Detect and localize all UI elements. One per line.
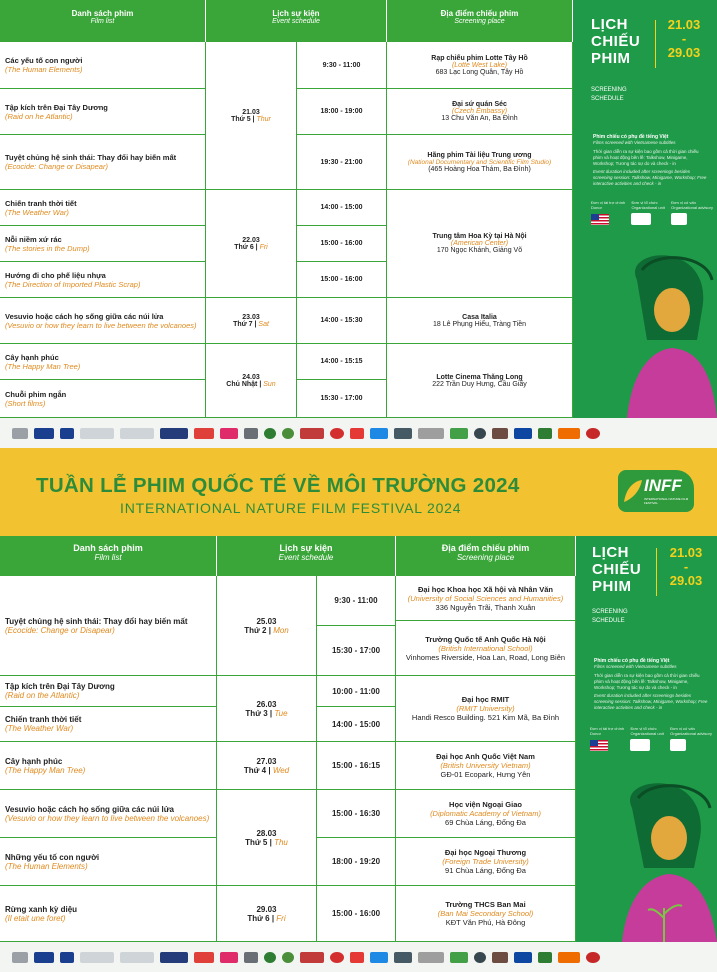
partner-logo-icon xyxy=(12,952,28,963)
date-value: 29.03 xyxy=(256,904,277,914)
partner-logo-icon xyxy=(450,428,468,439)
film-title: Hướng đi cho phế liệu nhựa xyxy=(5,270,106,280)
place-address: 69 Chùa Láng, Đống Đa xyxy=(445,818,526,827)
time-slot xyxy=(317,707,396,742)
place-address: 13 Chu Văn An, Ba Đình xyxy=(441,115,518,122)
org-label-en: Organizational unit xyxy=(630,731,664,736)
partner-logo-icon xyxy=(558,952,580,963)
partner-logo-icon xyxy=(394,952,412,963)
partner-logo-icon xyxy=(538,428,552,439)
film-title: Cây hạnh phúc xyxy=(5,756,63,766)
header-event-en: Event schedule xyxy=(272,18,320,25)
film-title-en: (The Human Elements) xyxy=(5,65,83,74)
date-value: 24.03 xyxy=(242,373,260,381)
film-row xyxy=(0,380,206,418)
place-name-en: (Diplomatic Academy of Vietnam) xyxy=(430,809,541,818)
place-name: Đại học Ngoại Thương xyxy=(444,848,527,857)
event-date: 24.03 Chủ Nhật | Sun xyxy=(206,344,297,418)
partner-logo-icon xyxy=(370,428,388,439)
date-value: 25.03 xyxy=(256,616,277,626)
place-name-en: (Czech Embassy) xyxy=(451,108,508,115)
partner-logo-icon xyxy=(350,428,364,439)
festival-banner xyxy=(0,448,717,536)
time-slot xyxy=(297,226,387,262)
place-address: (465 Hoàng Hoa Thám, Ba Đình) xyxy=(428,165,531,173)
org-label-en: Organizational unit xyxy=(631,205,665,210)
sidebar-title-2: CHIẾU xyxy=(592,561,642,578)
film-title-en: (The Happy Man Tree) xyxy=(5,765,86,775)
partner-logo-icon xyxy=(370,952,388,963)
us-flag-icon xyxy=(591,214,609,225)
inff-logo-text: INFF xyxy=(644,476,682,495)
adv-label: Đơn vị cố vấn xyxy=(671,200,696,205)
partner-logo-icon xyxy=(244,952,258,963)
partner-logo-icon xyxy=(80,428,114,439)
leaf-icon xyxy=(622,478,644,504)
header-screening-place xyxy=(387,0,573,42)
subtitle-note-en: Films screened with Vietnamese subtitles xyxy=(593,140,676,145)
partner-logo-icon xyxy=(492,952,508,963)
place-address: 336 Nguyễn Trãi, Thanh Xuân xyxy=(435,602,536,612)
time-value: 15:30 - 17:00 xyxy=(320,395,363,402)
film-row xyxy=(0,676,217,707)
sponsor-advisor xyxy=(670,726,712,751)
place-name: Casa Italia xyxy=(462,313,497,321)
advisor-logo-icon xyxy=(670,739,686,751)
place-address: GĐ-01 Ecopark, Hưng Yên xyxy=(440,770,531,779)
header-film-en: Film list xyxy=(94,553,122,562)
event-date: 28.03 Thứ 5 | Thu xyxy=(217,790,317,886)
partner-logo-icon xyxy=(538,952,552,963)
film-title: Vesuvio hoặc cách họ sống giữa các núi lửa xyxy=(5,804,174,814)
partner-logo-icon xyxy=(282,952,294,963)
weekday-vi: Thứ 3 xyxy=(245,708,268,718)
date-value: 23.03 xyxy=(242,313,260,321)
subtitle-note: Phim chiếu có phụ đề tiếng Việt xyxy=(594,658,670,664)
partner-logo-icon xyxy=(586,428,600,439)
partner-logo-icon xyxy=(220,952,238,963)
film-title: Chiến tranh thời tiết xyxy=(5,715,82,724)
event-date: 22.03 Thứ 6 | Fri xyxy=(206,190,297,298)
time-value: 15:00 - 16:00 xyxy=(320,276,363,283)
film-row xyxy=(0,707,217,742)
partner-logo-icon xyxy=(330,952,344,963)
place-address: KĐT Văn Phú, Hà Đông xyxy=(445,918,526,927)
weekday-vi: Chủ Nhật xyxy=(226,380,258,388)
place-address: Vinhomes Riverside, Hoa Lan, Road, Long Biên xyxy=(405,652,566,662)
partner-logos-strip xyxy=(0,418,717,448)
partner-logo-icon xyxy=(80,952,114,963)
place-name-en: (RMIT University) xyxy=(456,704,515,713)
duration-note: Thời gian diễn ra sự kiện bao gồm cả thời gian chiếu phim và hoạt động bên lề: Talkshow, Minigame, Workshop; Tương tác sự do và check - in xyxy=(594,673,700,690)
advisor-logo-icon xyxy=(671,213,687,225)
adv-label: Đơn vị cố vấn xyxy=(670,726,695,731)
screening-place xyxy=(387,42,573,89)
film-row xyxy=(0,262,206,298)
film-title: Vesuvio hoặc cách họ sống giữa các núi lửa xyxy=(5,311,164,321)
screening-place xyxy=(387,135,573,190)
weekday-en: Thu xyxy=(274,837,288,847)
screening-place xyxy=(387,298,573,344)
partner-logo-icon xyxy=(330,428,344,439)
place-name: Đại học Anh Quốc Việt Nam xyxy=(436,752,535,761)
screening-place xyxy=(396,838,576,886)
partner-logo-icon xyxy=(558,428,580,439)
sponsor-donor xyxy=(591,200,625,225)
time-slot xyxy=(317,626,396,676)
time-slot xyxy=(297,190,387,226)
header-place-en: Screening place xyxy=(456,553,515,562)
date-start: 21.03 xyxy=(669,545,703,560)
film-title: Tập kích trên Đại Tây Dương xyxy=(5,682,115,691)
org-logo-icon xyxy=(631,213,651,225)
place-name: Hãng phim Tài liệu Trung ương xyxy=(427,151,532,159)
time-slot xyxy=(297,298,387,344)
film-title-en: (The Happy Man Tree) xyxy=(5,361,81,371)
screening-place xyxy=(396,790,576,838)
film-title-en: (Ecocide: Change or Disapear) xyxy=(5,162,108,171)
date-end: 29.03 xyxy=(669,573,703,588)
film-title: Cây hạnh phúc xyxy=(5,352,59,362)
time-slot xyxy=(317,790,396,838)
donor-label: Đơn vị tài trợ chính xyxy=(591,200,626,205)
org-logo-icon xyxy=(630,739,650,751)
partner-logo-icon xyxy=(474,428,486,439)
partner-logo-icon xyxy=(220,428,238,439)
partner-logo-icon xyxy=(350,952,364,963)
event-date: 23.03 Thứ 7 | Sat xyxy=(206,298,297,344)
partner-logo-icon xyxy=(418,428,444,439)
header-film-vi: Danh sách phim xyxy=(73,543,143,553)
film-title-en: (Short films) xyxy=(5,398,46,408)
partner-logo-icon xyxy=(300,952,324,963)
weekday-en: Fri xyxy=(259,243,268,251)
film-title-en: (Raid on he Atlantic) xyxy=(5,111,73,121)
woman-illustration-icon xyxy=(617,240,717,418)
place-name: Đại sứ quán Séc xyxy=(452,101,507,108)
partner-logo-icon xyxy=(514,428,532,439)
sponsor-advisor xyxy=(671,200,713,225)
film-title-en: (The Weather War) xyxy=(5,724,74,733)
partner-logo-icon xyxy=(300,428,324,439)
sponsor-org xyxy=(631,200,664,225)
header-event-vi: Lịch sự kiện xyxy=(272,9,320,18)
film-row xyxy=(0,226,206,262)
sidebar-title-3: PHIM xyxy=(592,578,632,595)
partner-logo-icon xyxy=(34,428,54,439)
place-name-en: (Foreign Trade University) xyxy=(442,857,529,866)
woman-illustration-icon xyxy=(612,768,717,942)
time-value: 9:30 - 11:00 xyxy=(322,61,361,69)
partner-logo-icon xyxy=(160,952,188,963)
place-address: 170 Ngọc Khánh, Giảng Võ xyxy=(436,247,523,254)
film-title-en: (The stories in the Dump) xyxy=(5,243,90,253)
weekday-en: Sat xyxy=(258,320,269,328)
banner-subtitle: INTERNATIONAL NATURE FILM FESTIVAL 2024 xyxy=(120,500,462,516)
screening-place xyxy=(396,676,576,742)
time-value: 15:00 - 16:00 xyxy=(320,240,363,247)
time-value: 14:00 - 15:00 xyxy=(320,204,363,211)
event-date: 21.03 Thứ 5 | Thur xyxy=(206,42,297,190)
film-title-en: (Vesuvio or how they learn to live between the volcanoes) xyxy=(5,320,197,330)
time-slot xyxy=(317,676,396,707)
event-date: 29.03 Thứ 6 | Fri xyxy=(217,886,317,942)
header-event-schedule xyxy=(206,0,387,42)
schedule-sidebar xyxy=(573,0,717,418)
weekday-vi: Thứ 6 xyxy=(234,243,254,251)
banner-title: TUẦN LỄ PHIM QUỐC TẾ VỀ MÔI TRƯỜNG 2024 xyxy=(36,474,520,497)
weekday-vi: Thứ 2 xyxy=(244,625,267,635)
sidebar-title-2: CHIẾU xyxy=(591,33,641,50)
place-address: 222 Trần Duy Hưng, Cầu Giấy xyxy=(432,380,527,388)
partner-logo-icon xyxy=(586,952,600,963)
header-place-vi: Địa điểm chiếu phim xyxy=(441,543,530,553)
time-value: 15:00 - 16:30 xyxy=(331,809,381,818)
place-name: Học viện Ngoại Giao xyxy=(449,800,522,809)
film-title: Rừng xanh kỳ diệu xyxy=(5,904,78,914)
place-address: 91 Chùa Láng, Đống Đa xyxy=(445,866,526,875)
screening-place xyxy=(396,742,576,790)
weekday-en: Mon xyxy=(273,625,289,635)
org-label: Đơn vị tổ chức xyxy=(630,726,657,731)
org-label: Đơn vị tổ chức xyxy=(631,200,658,205)
screening-place xyxy=(396,886,576,942)
time-value: 15:00 - 16:00 xyxy=(331,909,381,918)
film-row xyxy=(0,89,206,135)
place-name-en: (British International School) xyxy=(438,643,533,653)
sidebar-title: LỊCH xyxy=(592,544,629,561)
time-value: 10:00 - 11:00 xyxy=(332,686,380,696)
screening-place xyxy=(387,190,573,298)
donor-label-en: Donor xyxy=(590,731,601,736)
partner-logo-icon xyxy=(120,428,154,439)
film-title: Chuỗi phim ngắn xyxy=(5,389,67,399)
date-start: 21.03 xyxy=(667,17,701,32)
weekday-en: Fri xyxy=(276,913,286,923)
inff-logo-sub: INTERNATIONAL NATURE FILM FESTIVAL xyxy=(644,497,689,505)
film-row xyxy=(0,298,206,344)
film-title-en: (Il etait une foret) xyxy=(5,913,66,923)
weekday-vi: Thứ 6 xyxy=(247,913,270,923)
header-event-schedule xyxy=(217,536,396,576)
film-title: Các yếu tố con người xyxy=(5,56,83,65)
sidebar-sub-2: SCHEDULE xyxy=(591,96,624,102)
partner-logo-icon xyxy=(282,428,294,439)
time-slot xyxy=(317,838,396,886)
film-row xyxy=(0,886,217,942)
film-title: Chiến tranh thời tiết xyxy=(5,198,77,208)
place-name: Lotte Cinema Thăng Long xyxy=(436,373,523,381)
sponsor-org xyxy=(630,726,663,751)
film-title-en: (The Weather War) xyxy=(5,207,69,217)
schedule-sidebar xyxy=(576,536,717,942)
adv-label-en: Organizational advisory xyxy=(670,731,712,736)
sidebar-sub: SCREENING xyxy=(591,87,627,93)
partner-logo-icon xyxy=(264,428,276,439)
film-title: Tuyệt chủng hệ sinh thái: Thay đổi hay biến mất xyxy=(5,153,177,162)
partner-logo-icon xyxy=(120,952,154,963)
place-name-en: (Lotte West Lake) xyxy=(451,61,508,69)
place-name-en: (National Documentary and Scientific Film Studio) xyxy=(407,158,552,166)
time-value: 9:30 - 11:00 xyxy=(334,596,378,605)
time-value: 14:00 - 15:30 xyxy=(320,317,363,324)
time-value: 19:30 - 21:00 xyxy=(320,158,363,166)
date-value: 22.03 xyxy=(242,236,260,244)
time-slot xyxy=(317,742,396,790)
sidebar-title: LỊCH xyxy=(591,16,628,33)
duration-note-en: Event duration included after screenings besides screening session: Talkshow, Minigame, Workshop; Free interactive activities and check - in xyxy=(594,693,708,710)
partner-logo-icon xyxy=(474,952,486,963)
film-row xyxy=(0,190,206,226)
date-end: 29.03 xyxy=(667,45,701,60)
film-title: Tập kích trên Đại Tây Dương xyxy=(5,102,108,112)
partner-logo-icon xyxy=(194,952,214,963)
weekday-en: Thur xyxy=(256,115,271,123)
weekday-en: Wed xyxy=(272,765,290,775)
sidebar-sub: SCREENING xyxy=(592,609,628,615)
film-row xyxy=(0,42,206,89)
screening-place xyxy=(396,621,576,676)
screening-place xyxy=(396,576,576,621)
header-place-vi: Địa điểm chiếu phim xyxy=(440,9,519,18)
film-title: Nỗi niềm xứ rác xyxy=(5,234,62,244)
place-address: Handi Resco Building. 521 Kim Mã, Ba Đình xyxy=(411,713,560,722)
partner-logo-icon xyxy=(160,428,188,439)
place-name-en: (British University Vietnam) xyxy=(440,761,531,770)
time-slot xyxy=(317,886,396,942)
sidebar-sub-2: SCHEDULE xyxy=(592,618,625,624)
place-name: Đại học Khoa học Xã hội và Nhân Văn xyxy=(417,584,554,594)
duration-note: Thời gian diễn ra sự kiện bao gồm cả thời gian chiếu phim và hoạt động bên lề: Talkshow, Minigame, Workshop; Tương tác sự do và check - in xyxy=(593,149,699,166)
date-dash: - xyxy=(681,31,687,46)
event-date: 26.03 Thứ 3 | Tue xyxy=(217,676,317,742)
partner-logo-icon xyxy=(34,952,54,963)
partner-logo-icon xyxy=(12,428,28,439)
date-value: 27.03 xyxy=(256,756,277,766)
place-name-en: (Ban Mai Secondary School) xyxy=(437,909,534,918)
time-slot xyxy=(297,42,387,89)
partner-logo-icon xyxy=(194,428,214,439)
header-event-vi: Lịch sự kiện xyxy=(279,543,333,553)
screening-place xyxy=(387,89,573,135)
duration-note-en: Event duration included after screenings besides screening session: Talkshow, Minigame, Workshop; Free interactive activities and check - in xyxy=(593,169,707,186)
partner-logo-icon xyxy=(60,428,74,439)
header-event-en: Event schedule xyxy=(278,553,334,562)
partner-logo-icon xyxy=(514,952,532,963)
adv-label-en: Organizational advisory xyxy=(671,205,713,210)
film-row xyxy=(0,344,206,380)
date-value: 26.03 xyxy=(256,699,277,709)
header-film-vi: Danh sách phim xyxy=(71,9,134,18)
film-row xyxy=(0,576,217,676)
partner-logo-icon xyxy=(60,952,74,963)
us-flag-icon xyxy=(590,740,608,751)
partner-logo-icon xyxy=(418,952,444,963)
subtitle-note-en: Films screened with Vietnamese subtitles xyxy=(594,664,677,669)
time-slot xyxy=(297,380,387,418)
film-row xyxy=(0,742,217,790)
partner-logo-icon xyxy=(492,428,508,439)
time-slot xyxy=(297,135,387,190)
date-value: 21.03 xyxy=(242,108,260,116)
film-title: Tuyệt chủng hệ sinh thái: Thay đổi hay biến mất xyxy=(5,616,188,626)
weekday-vi: Thứ 4 xyxy=(243,765,267,775)
time-slot xyxy=(297,89,387,135)
partner-logo-icon xyxy=(394,428,412,439)
date-dash: - xyxy=(683,559,689,574)
inff-logo xyxy=(618,470,694,512)
time-slot xyxy=(317,576,396,626)
partner-logo-icon xyxy=(450,952,468,963)
weekday-vi: Thứ 7 xyxy=(233,320,253,328)
film-title-en: (The Direction of Imported Plastic Scrap) xyxy=(5,279,141,289)
place-name: Trường THCS Ban Mai xyxy=(445,900,526,909)
place-address: 18 Lê Phụng Hiểu, Tràng Tiền xyxy=(432,320,526,328)
film-row xyxy=(0,790,217,838)
film-row xyxy=(0,838,217,886)
time-value: 18:00 - 19:20 xyxy=(331,857,381,866)
film-row xyxy=(0,135,206,190)
time-value: 15:30 - 17:00 xyxy=(331,646,381,655)
time-value: 18:00 - 19:00 xyxy=(320,108,363,115)
subtitle-note: Phim chiếu có phụ đề tiếng Việt xyxy=(593,134,669,140)
header-film-list xyxy=(0,536,217,576)
time-value: 14:00 - 15:15 xyxy=(320,358,363,365)
film-title-en: (Vesuvio or how they learn to live between the volcanoes) xyxy=(5,813,210,823)
film-title-en: (Raid on the Atlantic) xyxy=(5,691,80,700)
weekday-vi: Thứ 5 xyxy=(231,115,251,123)
event-date: 27.03 Thứ 4 | Wed xyxy=(217,742,317,790)
date-value: 28.03 xyxy=(256,828,277,838)
weekday-en: Sun xyxy=(263,380,276,388)
place-name: Rạp chiếu phim Lotte Tây Hồ xyxy=(431,54,528,62)
donor-label: Đơn vị tài trợ chính xyxy=(590,726,625,731)
event-date: 25.03 Thứ 2 | Mon xyxy=(217,576,317,676)
weekday-en: Tue xyxy=(274,708,288,718)
partner-logo-icon xyxy=(264,952,276,963)
place-name: Trường Quốc tế Anh Quốc Hà Nội xyxy=(425,634,546,644)
header-film-list xyxy=(0,0,206,42)
place-name-en: (University of Social Sciences and Humanities) xyxy=(407,593,564,603)
header-screening-place xyxy=(396,536,576,576)
place-address: 683 Lạc Long Quân, Tây Hồ xyxy=(435,68,524,76)
time-value: 14:00 - 15:00 xyxy=(331,719,381,729)
partner-logo-icon xyxy=(244,428,258,439)
donor-label-en: Donor xyxy=(591,205,602,210)
header-place-en: Screening place xyxy=(454,18,505,25)
screening-place xyxy=(387,344,573,418)
partner-logos-strip xyxy=(0,942,717,972)
time-slot xyxy=(297,262,387,298)
time-value: 15:00 - 16:15 xyxy=(331,761,381,770)
film-title: Những yếu tố con người xyxy=(5,852,100,862)
weekday-vi: Thứ 5 xyxy=(245,837,268,847)
place-name: Trung tâm Hoa Kỳ tại Hà Nội xyxy=(432,233,527,240)
sidebar-title-3: PHIM xyxy=(591,50,631,67)
sponsor-donor xyxy=(590,726,624,751)
film-title-en: (Ecocide: Change or Disapear) xyxy=(5,625,115,635)
film-title-en: (The Human Elements) xyxy=(5,861,88,871)
place-name: Đại học RMIT xyxy=(461,695,510,704)
time-slot xyxy=(297,344,387,380)
header-film-en: Film list xyxy=(90,18,115,25)
place-name-en: (American Center) xyxy=(450,240,509,247)
